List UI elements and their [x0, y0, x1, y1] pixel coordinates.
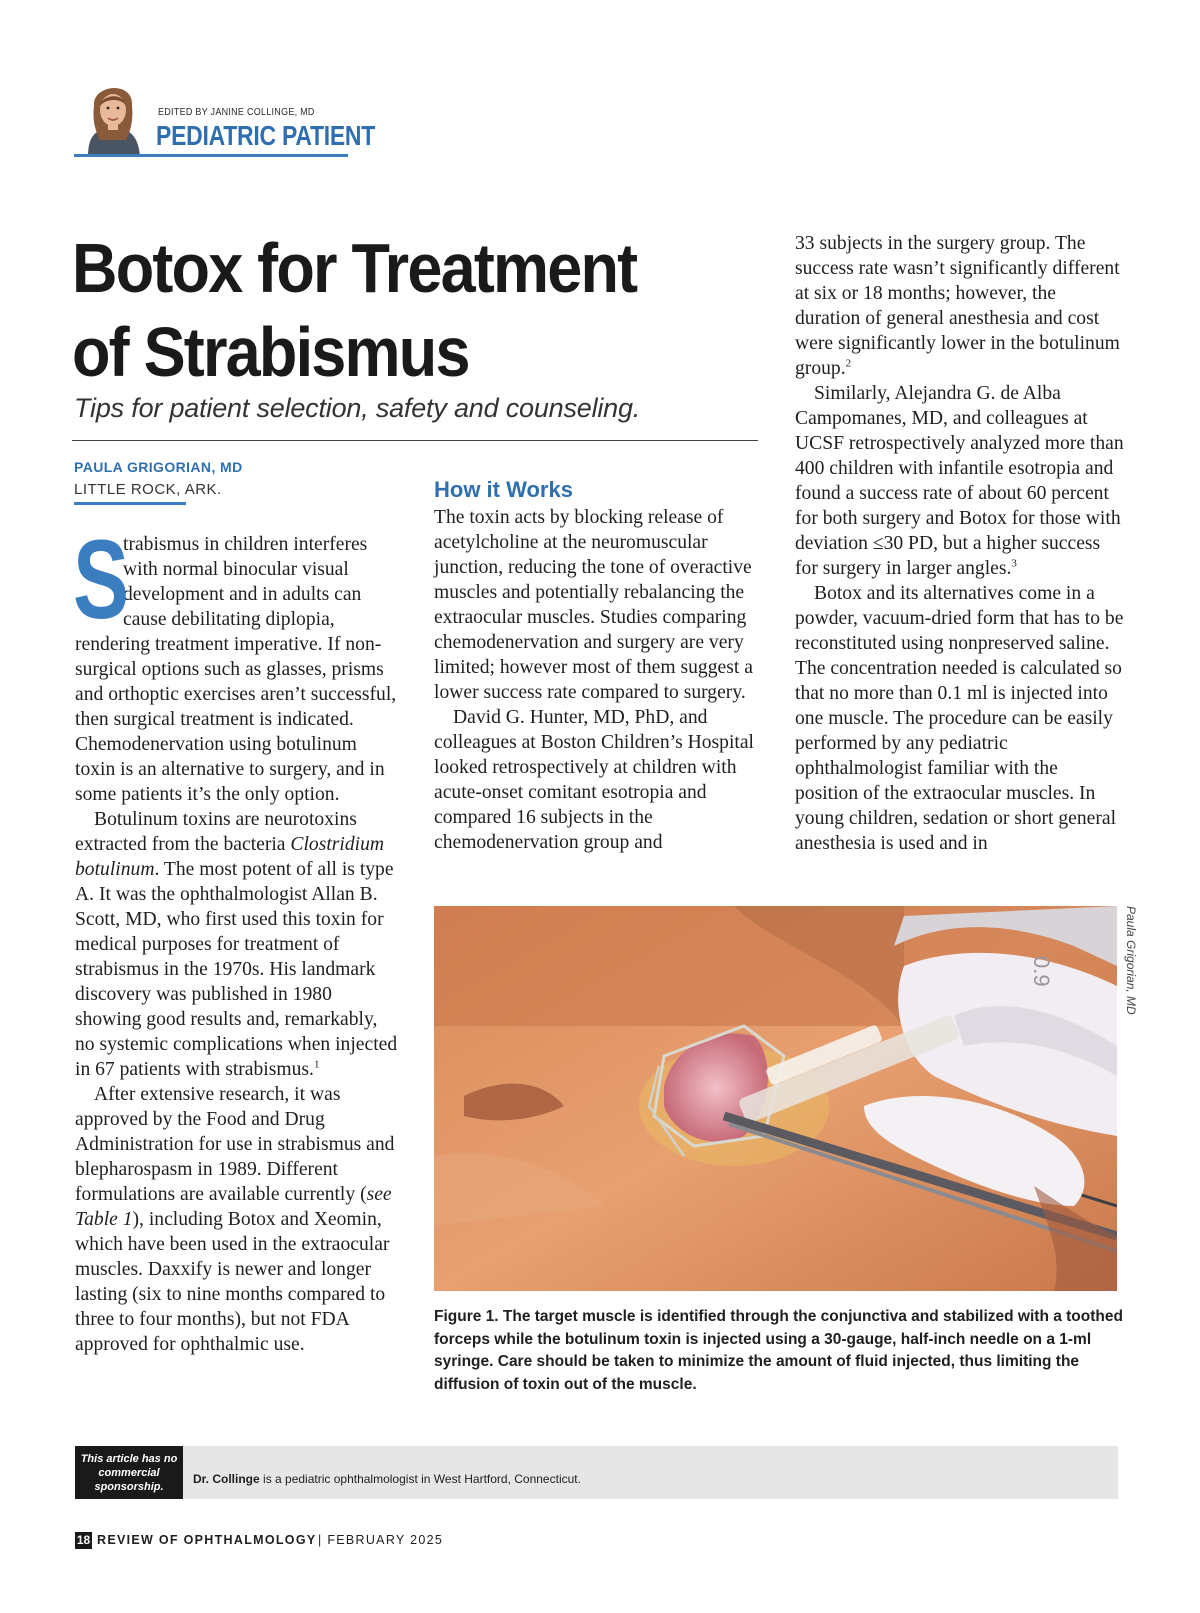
paragraph-text: trabismus in children interferes with normal binocular visual development and in adults can cause debilitating diplopia, rendering treatment imperative. If non-surgical options such as glasses, prisms and orthoptic exercises aren’t successful, then surgical treatment is indicated. Chemodenervation using botulinum toxin is an alternative to surgery, and in some patients it’s the only option.: [75, 534, 397, 805]
paragraph-text: After extensive research, it was approved by the Food and Drug Administration for use in strabismus and blepharospasm in 1989. Different formulations are available currently (: [75, 1084, 395, 1205]
reference-marker: 2: [845, 357, 852, 370]
reference-marker: 3: [1011, 557, 1017, 570]
byline-underline: [74, 502, 186, 505]
edited-by: EDITED BY JANINE COLLINGE, MD: [158, 107, 315, 118]
paragraph: [795, 381, 1125, 581]
photo-credit: Paula Grigorian, MD: [1124, 906, 1138, 1015]
body-column-2: [434, 505, 764, 855]
paragraph-text: Similarly, Alejandra G. de Alba Campomanes, MD, and colleagues at UCSF retrospectively analyzed more than 400 children with infantile esotropia and found a success rate of about 60 percent for both surgery and Botox for those with deviation ≤30 PD, but a higher success for surgery in larger angles.: [795, 383, 1124, 579]
article-subtitle: Tips for patient selection, safety and counseling.: [74, 393, 641, 423]
page-number: 18: [76, 1533, 91, 1547]
paragraph: [75, 1082, 400, 1357]
body-column-1: [73, 517, 400, 1357]
editor-photo: [74, 76, 152, 156]
author-location: LITTLE ROCK, ARK.: [74, 481, 222, 498]
journal-name: REVIEW OF OPHTHALMOLOGY: [97, 1533, 317, 1547]
syringe-markings: 0.9: [1029, 956, 1054, 987]
paragraph-text: 33 subjects in the surgery group. The success rate wasn’t significantly different at six or 18 months; however, the duration of general anesthesia and cost were significantly lower in the botulinum group.: [795, 233, 1120, 379]
paragraph: [75, 807, 400, 1082]
paragraph-text: ), including Botox and Xeomin, which have been used in the extraocular muscles. Daxxify is newer and longer lasting (six to nine months compared to three to four months), but not FDA approved for ophthalmic use.: [75, 1209, 390, 1355]
body-column-3: [795, 231, 1125, 856]
author-name: PAULA GRIGORIAN, MD: [74, 459, 243, 475]
bio-name: Dr. Collinge: [193, 1472, 260, 1486]
figure-caption: Figure 1. The target muscle is identified through the conjunctiva and stabilized with a toothed forceps while the botulinum toxin is injected using a 30-gauge, half-inch needle on a 1-ml syringe. Care should be taken to minimize the amount of fluid injected, thus limiting the diffusion of toxin out of the muscle.: [434, 1308, 1123, 1393]
figure-photo: [434, 906, 1117, 1291]
paragraph-text: The toxin acts by blocking release of acetylcholine at the neuromuscular junction, reducing the tone of overactive muscles and potentially rebalancing the extraocular muscles. Studies comparing chemodenervation and surgery are very limited; however most of them suggest a lower success rate compared to surgery.: [434, 507, 753, 703]
section-heading: How it Works: [434, 477, 573, 502]
paragraph: [434, 705, 764, 855]
species-name: Clostridium botulinum: [75, 834, 385, 880]
paragraph-text: David G. Hunter, MD, PhD, and colleagues at Boston Children’s Hospital looked retrospectively at children with acute-onset comitant esotropia and compared 16 subjects in the chemodenervation group and: [434, 707, 754, 853]
author-bio: [193, 1472, 581, 1486]
paragraph-text: Botulinum toxins are neurotoxins extracted from the bacteria: [75, 809, 357, 855]
paragraph-text: . The most potent of all is type A. It was the ophthalmologist Allan B. Scott, MD, who first used this toxin for medical purposes for treatment of strabismus in the 1970s. His landmark discovery was published in 1980 showing good results and, remarkably, no systemic complications when injected in 67 patients with strabismus.: [75, 859, 398, 1080]
title-divider: [72, 440, 758, 441]
paragraph: [434, 505, 764, 705]
drop-cap: S: [73, 517, 130, 642]
section-title: PEDIATRIC PATIENT: [156, 120, 376, 151]
table-reference: see Table 1: [75, 1184, 392, 1230]
paragraph: [795, 581, 1125, 856]
paragraph: [795, 231, 1125, 381]
sponsorship-note: This article has no commercial sponsorship.: [80, 1453, 178, 1493]
bio-text: is a pediatric ophthalmologist in West Hartford, Connecticut.: [259, 1472, 581, 1486]
article-title: Botox for Treatment of Strabismus: [72, 229, 637, 391]
issue-date: | FEBRUARY 2025: [318, 1533, 444, 1547]
paragraph-text: Botox and its alternatives come in a powder, vacuum-dried form that has to be reconstituted using nonpreserved saline. The concentration needed is calculated so that no more than 0.1 ml is injected into one muscle. The procedure can be easily performed by any pediatric ophthalmologist familiar with the position of the extraocular muscles. In young children, sedation or short general anesthesia is used and in: [795, 583, 1124, 854]
reference-marker: 1: [313, 1058, 320, 1071]
header-underline: [74, 154, 348, 157]
